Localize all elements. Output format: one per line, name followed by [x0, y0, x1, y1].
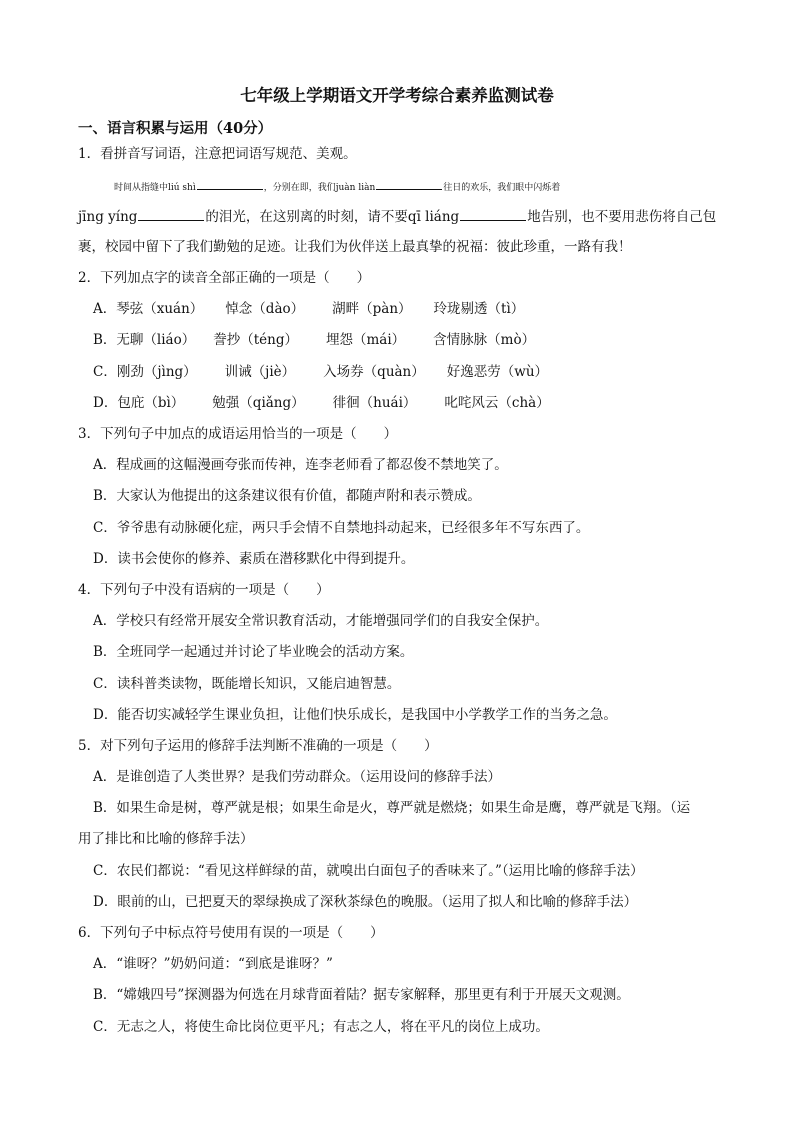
q4-stem: 4．下列句子中没有语病的一项是（ ）: [78, 582, 330, 598]
q2-option-d: [93, 392, 741, 414]
option-item: A．琴弦（xuán）: [93, 301, 204, 317]
option-item: 好逸恶劳（wù）: [446, 364, 549, 380]
q4-option-b: B．全班同学一起通过并讨论了毕业晚会的活动方案。: [93, 644, 414, 660]
option-item: 训诫（jiè）: [224, 364, 296, 380]
q3-option-d: D．读书会使你的修养、素质在潜移默化中得到提升。: [93, 551, 415, 567]
option-item: B．无聊（liáo）: [93, 332, 196, 348]
option-item: D．包庇（bì）: [93, 395, 185, 411]
answer-blank[interactable]: [138, 205, 204, 221]
q5-option-b-cont: 用了排比和比喻的修辞手法）: [78, 831, 254, 847]
answer-blank[interactable]: [197, 174, 263, 190]
q1-line-1: [114, 174, 762, 199]
q3-stem: 3．下列句子中加点的成语运用恰当的一项是（ ）: [78, 426, 398, 442]
q4-option-d: D．能否切实减轻学生课业负担，让他们快乐成长，是我国中小学教学工作的当务之急。: [93, 707, 617, 723]
q1-line-3: 裹，校园中留下了我们勤勉的足迹。让我们为伙伴送上最真挚的祝福：彼此珍重，一路有我！: [78, 239, 632, 255]
q1-text: ，分别在即，我们juàn liàn: [263, 183, 376, 193]
q2-option-c: [93, 361, 741, 383]
q5-stem: 5．对下列句子运用的修辞手法判断不准确的一项是（ ）: [78, 738, 438, 754]
q3-option-a: A．程成画的这幅漫画夸张而传神，连李老师看了都忍俊不禁地笑了。: [93, 457, 508, 473]
q4-option-a: A．学校只有经常开展安全常识教育活动，才能增强同学们的自我安全保护。: [93, 613, 549, 629]
option-item: 玲珑剔透（tì）: [433, 301, 525, 317]
option-item: 徘徊（huái）: [332, 395, 417, 411]
q1-stem: 1．看拼音写词语，注意把词语写规范、美观。: [78, 146, 357, 162]
q5-option-d: D．眼前的山，已把夏天的翠绿换成了深秋茶绿色的晚服。（运用了拟人和比喻的修辞手法）: [93, 894, 638, 910]
q1-line-2: [78, 205, 726, 228]
q4-option-c: C．读科普类读物，既能增长知识，又能启迪智慧。: [93, 676, 401, 692]
q2-option-b: [93, 329, 741, 351]
option-item: 湖畔（pàn）: [332, 301, 412, 317]
q1-text: 地告别，也不要用悲伤将自己包: [527, 209, 717, 225]
q3-option-b: B．大家认为他提出的这条建议很有价值，都随声附和表示赞成。: [93, 488, 481, 504]
q1-text: 时间从指缝中liú shì: [114, 183, 196, 193]
section-heading: 一、语言积累与运用（40分）: [78, 120, 273, 137]
q6-option-b: B．“嫦娥四号”探测器为何选在月球背面着陆？据专家解释，那里更有利于开展天文观测。: [93, 987, 630, 1003]
answer-blank[interactable]: [376, 174, 442, 190]
answer-blank[interactable]: [460, 205, 526, 221]
option-item: C．刚劲（jìng）: [93, 364, 197, 380]
option-item: 含情脉脉（mò）: [433, 332, 536, 348]
option-item: 勉强（qiǎng）: [212, 395, 305, 411]
q1-text: 往日的欢乐，我们眼中闪烁着: [443, 183, 561, 193]
option-item: 悼念（dào）: [225, 301, 305, 317]
option-item: 叱咤风云（chà）: [444, 395, 550, 411]
q2-stem: 2．下列加点字的读音全部正确的一项是（ ）: [78, 270, 371, 286]
q6-option-c: C．无志之人，将使生命比岗位更平凡；有志之人，将在平凡的岗位上成功。: [93, 1019, 549, 1035]
option-item: 入场券（quàn）: [323, 364, 425, 380]
q6-option-a: A．“谁呀？”奶奶问道：“到底是谁呀？”: [93, 956, 333, 972]
q5-option-a: A．是谁创造了人类世界？是我们劳动群众。（运用设问的修辞手法）: [93, 769, 501, 785]
q6-stem: 6．下列句子中标点符号使用有误的一项是（ ）: [78, 925, 384, 941]
option-item: 誊抄（téng）: [213, 332, 298, 348]
q1-text: 的泪光，在这别离的时刻，请不要qī liáng: [205, 209, 460, 225]
q1-text: jīng yíng: [78, 209, 138, 225]
q5-option-c: C．农民们都说：“看见这样鲜绿的苗，就嗅出白面包子的香味来了。”（运用比喻的修辞手法）: [93, 863, 644, 879]
page-title: 七年级上学期语文开学考综合素养监测试卷: [240, 86, 554, 105]
q2-option-a: [93, 298, 741, 320]
q5-option-b: B．如果生命是树，尊严就是根；如果生命是火，尊严就是燃烧；如果生命是鹰，尊严就是飞翔。（运: [93, 800, 691, 816]
q3-option-c: C．爷爷患有动脉硬化症，两只手会情不自禁地抖动起来，已经很多年不写东西了。: [93, 520, 590, 536]
option-item: 埋怨（mái）: [326, 332, 406, 348]
